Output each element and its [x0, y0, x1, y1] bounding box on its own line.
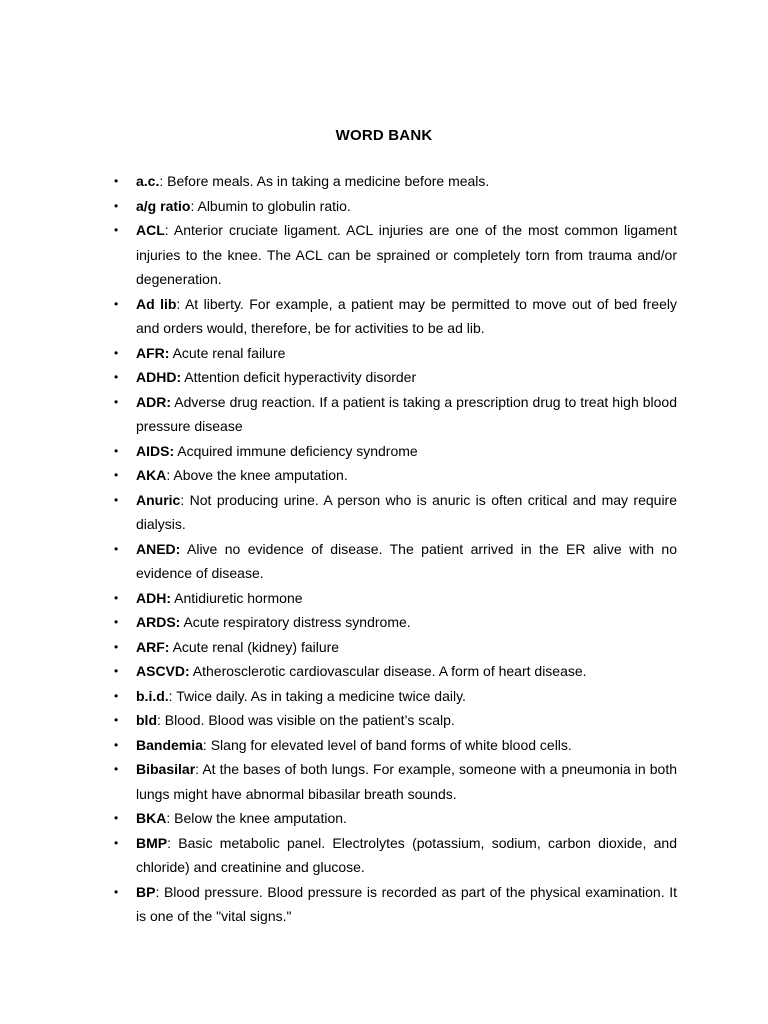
- term-separator: :: [195, 761, 203, 777]
- bullet-icon: •: [114, 345, 119, 360]
- term-definition: Acquired immune deficiency syndrome: [177, 442, 418, 459]
- bullet-icon: •: [114, 615, 119, 629]
- bullet-icon: •: [114, 884, 119, 899]
- list-item: [114, 537, 677, 586]
- bullet-icon: •: [114, 296, 119, 311]
- bullet-icon: •: [114, 174, 119, 188]
- bullet-icon: •: [114, 443, 119, 458]
- term-definition: Acute renal failure: [172, 344, 286, 361]
- term-separator: :: [159, 173, 168, 189]
- term-definition: Antidiuretic hormone: [174, 589, 303, 606]
- page-title: WORD BANK: [335, 127, 433, 144]
- term-name: BMP: [136, 834, 168, 851]
- list-item: [114, 488, 678, 537]
- term-definition: Albumin to globulin ratio.: [197, 197, 351, 214]
- term-definition: Anterior cruciate ligament. ACL injuries are one of the most common ligament injuries to the knee. The ACL can be sprained or completely torn from trauma and/or degeneration.: [136, 222, 677, 287]
- bullet-icon: •: [114, 688, 119, 703]
- list-item: [114, 169, 677, 194]
- list-item: [114, 659, 677, 684]
- bullet-icon: •: [114, 468, 119, 482]
- list-item: [114, 390, 677, 439]
- term-name: Bandemia: [136, 736, 203, 753]
- term-name: a/g ratio: [136, 197, 191, 214]
- list-item: [114, 439, 677, 464]
- bullet-icon: •: [114, 664, 119, 678]
- term-name: AFR:: [136, 344, 170, 361]
- bullet-icon: •: [114, 541, 119, 556]
- term-name: ADR:: [136, 393, 171, 410]
- bullet-icon: •: [114, 639, 119, 654]
- term-separator: :: [190, 197, 198, 214]
- list-item: [114, 880, 677, 929]
- term-name: ARF:: [136, 638, 170, 655]
- term-separator: :: [167, 834, 179, 851]
- term-definition: Alive no evidence of disease. The patient arrived in the ER alive with no evidence of disease.: [136, 540, 677, 581]
- term-definition: Before meals. As in taking a medicine before meals.: [167, 173, 490, 189]
- term-separator: :: [180, 491, 190, 508]
- term-name: a.c.: [136, 173, 160, 189]
- term-name: ADH:: [136, 589, 171, 606]
- list-item: [114, 586, 677, 611]
- term-name: ADHD:: [136, 369, 182, 385]
- term-definition: At the bases of both lungs. For example, someone with a pneumonia in both lungs might have abnormal bibasilar breath sounds.: [136, 761, 677, 802]
- list-item: [114, 292, 677, 341]
- list-item: [114, 194, 677, 219]
- term-definition: Slang for elevated level of band forms of white blood cells.: [210, 736, 572, 753]
- term-name: BP: [136, 883, 156, 900]
- bullet-icon: •: [114, 492, 119, 507]
- list-item: [114, 635, 677, 660]
- bullet-icon: •: [114, 394, 119, 409]
- term-definition: Blood. Blood was visible on the patient’s scalp.: [164, 712, 455, 728]
- term-definition: Twice daily. As in taking a medicine twice daily.: [176, 687, 466, 704]
- term-name: Anuric: [136, 491, 181, 508]
- term-separator: [180, 541, 187, 557]
- term-separator: :: [164, 222, 174, 238]
- term-definition: Atherosclerotic cardiovascular disease. A form of heart disease.: [192, 663, 587, 679]
- term-separator: :: [155, 883, 164, 900]
- term-name: Bibasilar: [136, 761, 196, 777]
- term-name: b.i.d.: [136, 687, 169, 704]
- list-item: [114, 365, 677, 390]
- term-definition: Basic metabolic panel. Electrolytes (potassium, sodium, carbon dioxide, and chloride) and creatinine and glucose.: [136, 834, 677, 875]
- list-item: [114, 733, 677, 758]
- list-item: [114, 831, 677, 880]
- bullet-icon: •: [114, 370, 119, 384]
- term-name: ASCVD:: [136, 663, 190, 679]
- list-item: [114, 684, 677, 709]
- term-name: ACL: [136, 222, 165, 238]
- term-name: ARDS:: [136, 614, 181, 630]
- term-name: AIDS:: [136, 442, 175, 459]
- term-name: Ad lib: [136, 295, 177, 312]
- term-definition: Acute respiratory distress syndrome.: [183, 614, 411, 630]
- term-definition: Adverse drug reaction. If a patient is taking a prescription drug to treat high blood pressure disease: [136, 393, 677, 434]
- bullet-icon: •: [114, 590, 119, 605]
- list-item: [114, 757, 677, 806]
- term-definition: Acute renal (kidney) failure: [172, 638, 340, 655]
- term-separator: :: [157, 712, 165, 728]
- list-item: [114, 610, 677, 635]
- bullet-icon: •: [114, 762, 119, 776]
- term-separator: :: [166, 810, 175, 826]
- term-separator: :: [202, 736, 211, 753]
- bullet-icon: •: [114, 835, 119, 850]
- term-name: ANED:: [136, 540, 181, 557]
- term-name: bld: [136, 712, 157, 728]
- term-name: BKA: [136, 810, 167, 826]
- list-item: [114, 341, 677, 366]
- term-separator: :: [168, 687, 177, 704]
- bullet-icon: •: [114, 811, 119, 825]
- term-definition: Blood pressure. Blood pressure is recorded as part of the physical examination. It is one of the "vital signs.": [136, 883, 677, 924]
- list-item: [114, 806, 677, 831]
- term-separator: :: [166, 467, 174, 483]
- term-definition: Attention deficit hyperactivity disorder: [184, 369, 417, 385]
- list-item: [114, 218, 677, 292]
- term-definition: Not producing urine. A person who is anuric is often critical and may require dialysis.: [136, 491, 678, 532]
- bullet-icon: •: [114, 713, 119, 727]
- word-bank-list: [114, 169, 678, 929]
- list-item: [114, 708, 677, 733]
- bullet-icon: •: [114, 198, 119, 213]
- term-name: AKA: [136, 467, 167, 483]
- term-definition: At liberty. For example, a patient may be permitted to move out of bed freely and orders would, therefore, be for activities to be ad lib.: [136, 295, 677, 336]
- bullet-icon: •: [114, 737, 119, 752]
- term-separator: :: [176, 295, 185, 312]
- term-definition: Above the knee amputation.: [173, 467, 348, 483]
- list-item: [114, 463, 677, 488]
- bullet-icon: •: [114, 223, 119, 237]
- term-definition: Below the knee amputation.: [174, 810, 347, 826]
